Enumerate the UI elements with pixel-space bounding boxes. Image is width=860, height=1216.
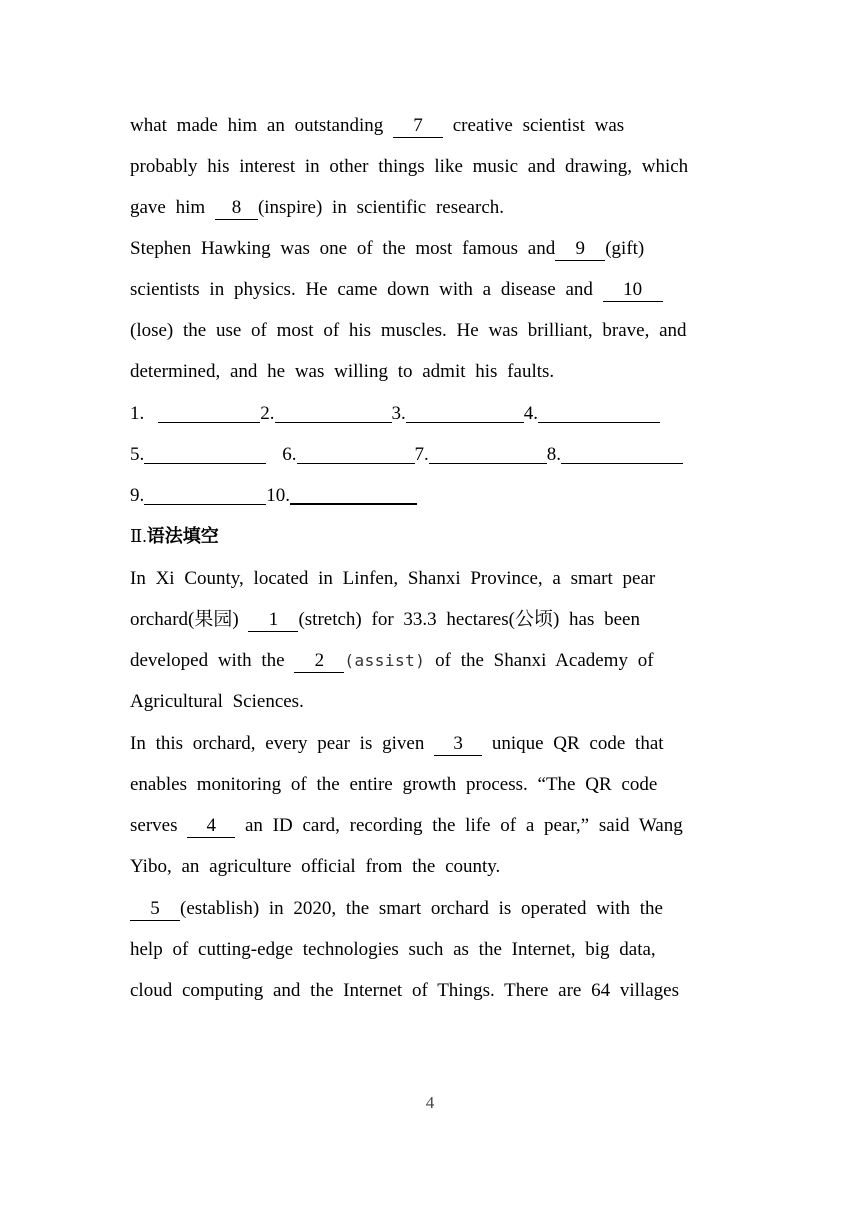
blank-5: 5 <box>130 898 180 921</box>
text: creative scientist was <box>442 115 625 136</box>
passage2-line8 <box>130 846 500 887</box>
text: unique QR code that <box>482 733 664 754</box>
text: gave him <box>130 197 215 218</box>
text: determined, and he was willing to admit his faults. <box>130 361 555 382</box>
answer-number: 6. <box>282 444 297 465</box>
answer-row-1 <box>130 393 660 434</box>
answer-number: 1. <box>130 403 145 424</box>
passage2-line2 <box>130 599 640 640</box>
answer-line <box>290 481 417 505</box>
passage2-line7 <box>130 805 683 846</box>
text: Yibo, an agriculture official from the county. <box>130 856 501 877</box>
answer-row-3 <box>130 475 417 516</box>
answer-number: 10. <box>266 485 290 506</box>
answer-line <box>144 482 266 505</box>
answer-number: 4. <box>523 403 538 424</box>
text: serves <box>130 815 188 836</box>
passage2-line5 <box>130 723 664 764</box>
passage2-line10 <box>130 929 656 970</box>
text: (stretch) for 33.3 hectares(公顷) has been <box>298 609 640 630</box>
answer-line <box>275 400 392 423</box>
blank-4: 4 <box>187 815 235 838</box>
passage2-line11 <box>130 970 679 1011</box>
answer-line <box>158 400 260 423</box>
answer-number: 7. <box>414 444 429 465</box>
answer-number: 9. <box>130 485 145 506</box>
text: cloud computing and the Internet of Things. There are 64 villages <box>130 980 679 1001</box>
answer-number: 2. <box>260 403 275 424</box>
passage1-line4 <box>130 228 644 269</box>
page-number: 4 <box>425 1093 435 1112</box>
answer-number: 3. <box>391 403 406 424</box>
passage2-line1 <box>130 558 655 599</box>
text: (inspire) in scientific research. <box>257 197 504 218</box>
passage1-line3 <box>130 187 504 228</box>
passage2-line6 <box>130 764 657 805</box>
text: what made him an outstanding <box>130 115 393 136</box>
passage2-line9 <box>130 888 663 929</box>
blank-7: 7 <box>393 115 443 138</box>
blank-2: 2 <box>294 650 344 673</box>
answer-line <box>144 441 266 464</box>
answer-line <box>429 441 547 464</box>
section-number: Ⅱ. <box>130 526 147 546</box>
answer-row-2 <box>130 434 683 475</box>
answer-line <box>297 441 415 464</box>
passage1-line2 <box>130 146 688 187</box>
passage2-line4 <box>130 681 304 722</box>
passage1-line6 <box>130 310 687 351</box>
text: (gift) <box>605 238 645 259</box>
answer-number: 5. <box>130 444 145 465</box>
text: an ID card, recording the life of a pear,” said Wang <box>235 815 683 836</box>
text: Agricultural Sciences. <box>130 691 304 712</box>
text: help of cutting-edge technologies such as the Internet, big data, <box>130 939 656 960</box>
section-title: 语法填空 <box>146 526 219 547</box>
passage1-line1 <box>130 105 624 146</box>
blank-10: 10 <box>603 279 663 302</box>
text: scientists in physics. He came down with a disease and <box>130 279 603 300</box>
answer-line <box>406 400 524 423</box>
text: (establish) in 2020, the smart orchard is operated with the <box>180 898 663 919</box>
answer-line <box>561 441 683 464</box>
hint-word: (assist) <box>344 651 426 670</box>
text: In this orchard, every pear is given <box>130 733 435 754</box>
section-heading <box>130 516 219 557</box>
text: orchard(果园) <box>130 609 249 630</box>
blank-8: 8 <box>215 197 258 220</box>
text: developed with the <box>130 650 295 671</box>
answer-line <box>538 400 660 423</box>
blank-3: 3 <box>434 733 482 756</box>
text: In Xi County, located in Linfen, Shanxi Province, a smart pear <box>130 568 656 589</box>
text: Stephen Hawking was one of the most famous and <box>130 238 556 259</box>
answer-number: 8. <box>546 444 561 465</box>
blank-1: 1 <box>248 609 298 632</box>
text: enables monitoring of the entire growth process. “The QR code <box>130 774 658 795</box>
text: (lose) the use of most of his muscles. He was brilliant, brave, and <box>130 320 687 341</box>
text: probably his interest in other things like music and drawing, which <box>130 156 689 177</box>
passage1-line5 <box>130 269 663 310</box>
passage2-line3 <box>130 640 654 681</box>
blank-9: 9 <box>555 238 605 261</box>
passage1-line7 <box>130 351 554 392</box>
text: of the Shanxi Academy of <box>425 650 654 671</box>
